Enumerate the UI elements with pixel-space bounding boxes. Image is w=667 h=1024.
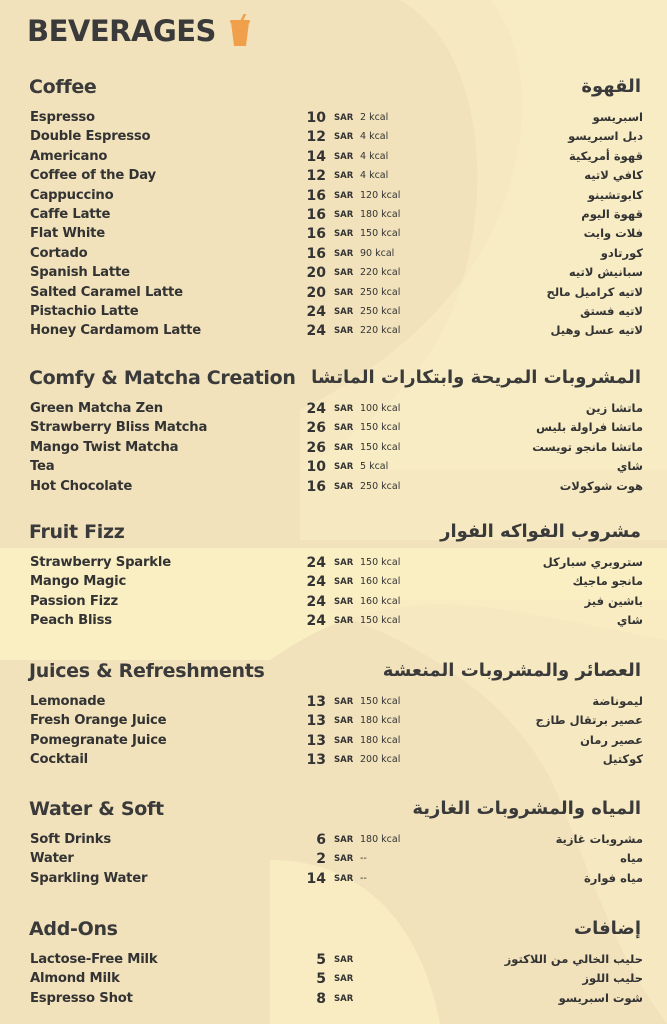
item-price: 2 [316,851,326,868]
menu-item [0,285,667,304]
item-name-ar: لاتيه كراميل مالح [546,284,643,299]
menu-item [0,694,667,713]
item-name-en: Pistachio Latte [30,303,139,319]
item-calories: 5 kcal [360,461,389,473]
currency-label: SAR [334,287,354,298]
item-name-ar: مياه [620,851,643,866]
menu-item [0,110,667,129]
item-calories: -- [360,853,367,865]
item-name-ar: قهوة أمريكية [568,148,643,163]
item-calories: 180 kcal [360,834,401,845]
menu-item [0,871,667,890]
item-calories: 250 kcal [360,286,401,298]
menu-item [0,149,667,168]
item-name-en: Lemonade [30,694,106,709]
item-calories: 4 kcal [360,150,389,162]
currency-label: SAR [334,993,354,1004]
currency-label: SAR [334,577,354,588]
currency-label: SAR [334,735,354,746]
item-name-en: Peach Bliss [30,613,112,629]
item-name-ar: شاي [616,613,643,628]
item-name-ar: فلات وايت [583,226,643,241]
currency-label: SAR [334,132,354,143]
item-calories: 150 kcal [360,557,401,568]
currency-label: SAR [334,151,354,162]
menu-item [0,479,667,498]
menu-item [0,971,667,990]
currency-label: SAR [334,616,354,627]
menu-section [0,521,667,633]
item-price: 5 [316,971,326,988]
item-list [0,832,667,890]
section-header [0,660,667,688]
section-title-ar: المشروبات المريحة وابتكارات الماتشا [311,367,641,388]
page-title: BEVERAGES [27,14,216,48]
section-header [0,367,667,395]
item-calories: 4 kcal [360,170,389,182]
item-name-en: Passion Fizz [30,593,118,609]
item-name-ar: شاي [616,459,643,474]
item-name-ar: حليب اللوز [582,971,643,986]
item-price: 24 [306,613,326,630]
item-price: 24 [306,323,326,340]
item-price: 16 [306,206,326,223]
item-price: 26 [306,439,326,456]
currency-label: SAR [334,442,354,453]
menu-item [0,952,667,971]
section-header [0,918,667,946]
item-name-ar: كابوتشينو [587,187,643,202]
item-name-en: Strawberry Sparkle [30,555,171,570]
item-name-en: Pomegranate Juice [30,732,167,748]
item-price: 20 [306,265,326,282]
menu-item [0,555,667,574]
item-price: 24 [306,303,326,320]
item-name-ar: عصير رمان [580,732,643,747]
item-price: 10 [306,110,326,126]
item-name-en: Green Matcha Zen [30,401,163,416]
currency-label: SAR [334,974,354,985]
section-header [0,76,667,104]
header [27,14,252,48]
currency-label: SAR [334,248,354,259]
currency-label: SAR [334,755,354,766]
menu-section [0,660,667,772]
item-name-ar: ليموناضة [592,694,643,708]
menu-item [0,752,667,771]
section-title-en: Coffee [29,76,97,98]
menu-item [0,168,667,187]
section-title-ar: المياه والمشروبات الغازية [412,798,641,819]
item-name-ar: لاتيه فستق [580,303,643,318]
section-title-en: Add-Ons [29,918,118,940]
section-title-ar: العصائر والمشروبات المنعشة [382,660,641,681]
item-name-ar: ماتشا فراولة بليس [536,420,643,435]
item-calories: 150 kcal [360,422,401,434]
item-calories: 4 kcal [360,131,389,143]
item-name-en: Mango Twist Matcha [30,439,179,455]
menu-item [0,459,667,478]
item-calories: 150 kcal [360,441,401,453]
item-name-ar: كورتادو [600,245,643,260]
currency-label: SAR [334,462,354,473]
item-price: 13 [306,752,326,769]
item-calories: 220 kcal [360,267,401,279]
item-name-en: Spanish Latte [30,265,130,281]
menu-item [0,401,667,420]
item-calories: 120 kcal [360,189,401,201]
menu-item [0,129,667,148]
item-calories: 160 kcal [360,595,401,607]
item-name-ar: هوت شوكولات [559,478,643,493]
item-name-en: Almond Milk [30,971,120,987]
item-name-ar: ستروبري سباركل [542,555,643,569]
currency-label: SAR [334,229,354,240]
currency-label: SAR [334,326,354,337]
currency-label: SAR [334,268,354,279]
section-title-en: Comfy & Matcha Creation [29,367,296,389]
item-price: 14 [306,870,326,887]
item-name-en: Fresh Orange Juice [30,713,167,729]
item-name-en: Americano [30,148,108,164]
item-name-ar: ماتشا زين [585,401,643,415]
item-list [0,555,667,633]
currency-label: SAR [334,306,354,317]
item-price: 24 [306,593,326,610]
currency-label: SAR [334,113,354,123]
menu-item [0,832,667,851]
item-price: 13 [306,732,326,749]
item-name-en: Cortado [30,245,88,261]
item-price: 26 [306,420,326,437]
item-name-ar: قهوة اليوم [581,206,643,221]
item-price: 14 [306,148,326,165]
section-title-en: Water & Soft [29,798,164,820]
item-name-en: Double Espresso [30,129,151,145]
currency-label: SAR [334,835,354,845]
item-calories: 180 kcal [360,208,401,220]
item-name-ar: مشروبات غازية [555,832,643,846]
item-price: 16 [306,245,326,262]
menu-item [0,851,667,870]
item-name-en: Lactose-Free Milk [30,952,158,967]
menu-item [0,265,667,284]
item-name-ar: ماتشا مانجو تويست [532,439,643,454]
item-name-en: Sparkling Water [30,870,148,886]
item-name-ar: لاتيه عسل وهيل [550,323,643,338]
item-name-en: Salted Caramel Latte [30,284,183,300]
item-name-en: Cocktail [30,752,88,768]
currency-label: SAR [334,481,354,492]
section-header [0,798,667,826]
item-name-en: Hot Chocolate [30,478,133,494]
item-name-en: Tea [30,459,55,475]
item-name-en: Cappuccino [30,187,114,203]
item-price: 13 [306,713,326,730]
item-name-ar: اسبريسو [592,110,643,124]
item-price: 20 [306,284,326,301]
item-name-ar: دبل اسبريسو [568,129,643,144]
item-calories: 220 kcal [360,325,401,337]
item-price: 5 [316,952,326,968]
item-calories: 90 kcal [360,247,395,259]
menu-item [0,594,667,613]
item-name-en: Strawberry Bliss Matcha [30,420,208,436]
section-header [0,521,667,549]
currency-label: SAR [334,955,354,965]
item-calories: 180 kcal [360,734,401,746]
item-price: 10 [306,459,326,476]
item-name-en: Honey Cardamom Latte [30,323,202,339]
item-name-en: Caffe Latte [30,206,111,222]
item-name-en: Espresso [30,110,95,125]
menu-item [0,733,667,752]
section-title-en: Juices & Refreshments [29,660,265,682]
item-price: 8 [316,990,326,1007]
menu-item [0,246,667,265]
item-name-ar: سبانيش لاتيه [568,265,643,280]
menu-item [0,420,667,439]
item-name-ar: كوكتيل [602,752,643,767]
item-calories: -- [360,872,367,884]
menu-item [0,304,667,323]
item-name-en: Water [30,851,74,867]
menu-item [0,207,667,226]
item-calories: 100 kcal [360,403,401,414]
item-calories: 2 kcal [360,112,389,123]
item-name-en: Soft Drinks [30,832,111,847]
item-name-en: Flat White [30,226,106,242]
currency-label: SAR [334,873,354,884]
item-calories: 150 kcal [360,615,401,627]
menu-item [0,323,667,342]
currency-label: SAR [334,190,354,201]
currency-label: SAR [334,697,354,707]
menu-item [0,613,667,632]
item-price: 16 [306,226,326,243]
menu-item [0,440,667,459]
item-list [0,401,667,498]
currency-label: SAR [334,404,354,414]
item-list [0,110,667,343]
item-price: 6 [316,832,326,848]
item-calories: 180 kcal [360,715,401,727]
item-price: 12 [306,168,326,185]
item-name-ar: مانجو ماجيك [572,574,643,589]
currency-label: SAR [334,596,354,607]
menu-section [0,798,667,890]
item-calories: 150 kcal [360,696,401,707]
item-list [0,694,667,772]
menu-item [0,188,667,207]
item-name-ar: حليب الخالي من اللاكتوز [504,952,643,966]
currency-label: SAR [334,209,354,220]
section-title-ar: إضافات [574,918,641,939]
item-name-ar: عصير برتقال طازج [535,713,643,728]
item-list [0,952,667,1010]
menu-section [0,76,667,343]
section-title-en: Fruit Fizz [29,521,125,543]
section-title-ar: القهوة [581,76,641,97]
item-calories: 250 kcal [360,480,401,492]
item-calories: 160 kcal [360,576,401,588]
section-title-ar: مشروب الفواكه الفوار [440,521,641,542]
item-name-ar: كافي لاتيه [584,168,643,183]
item-calories: 200 kcal [360,754,401,766]
menu-item [0,574,667,593]
menu-item [0,713,667,732]
drink-cup-icon [228,14,252,48]
menu-section [0,367,667,498]
currency-label: SAR [334,558,354,568]
item-name-ar: شوت اسبريسو [558,990,643,1005]
item-calories: 150 kcal [360,228,401,240]
item-price: 24 [306,555,326,571]
item-price: 24 [306,574,326,591]
menu-section [0,918,667,1010]
currency-label: SAR [334,423,354,434]
item-price: 12 [306,129,326,146]
item-price: 24 [306,401,326,417]
item-price: 16 [306,187,326,204]
item-calories: 250 kcal [360,305,401,317]
item-name-en: Coffee of the Day [30,168,156,184]
item-name-en: Espresso Shot [30,990,133,1006]
menu-item [0,226,667,245]
menu-item [0,991,667,1010]
item-name-ar: مياه فوارة [583,870,643,885]
item-name-ar: باشين فيز [584,593,643,608]
item-price: 16 [306,478,326,495]
currency-label: SAR [334,716,354,727]
currency-label: SAR [334,171,354,182]
currency-label: SAR [334,854,354,865]
item-price: 13 [306,694,326,710]
item-name-en: Mango Magic [30,574,127,590]
